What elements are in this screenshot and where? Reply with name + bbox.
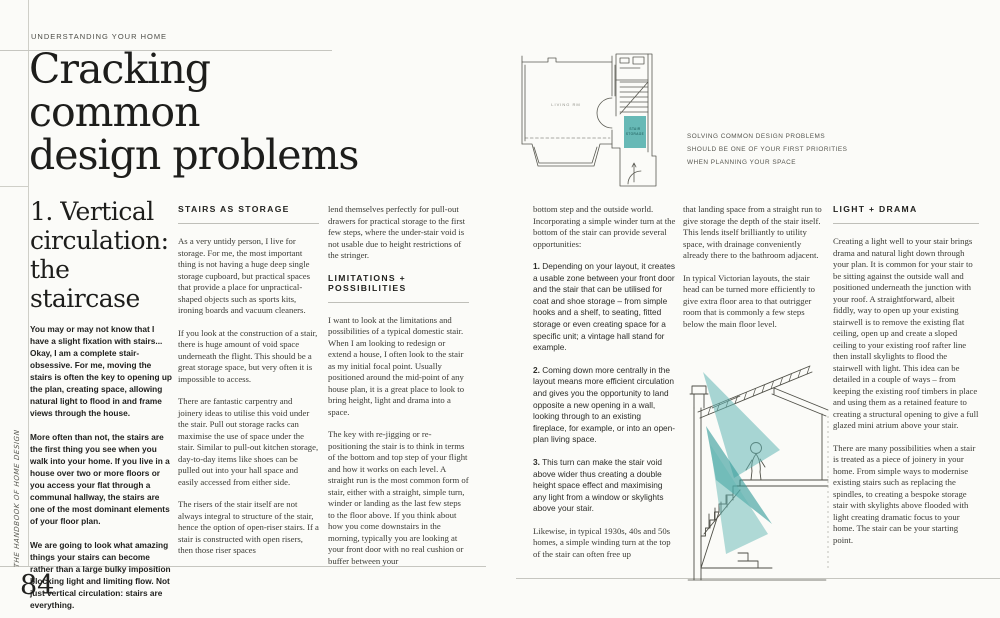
item-text: This turn can make the stair void above wider thus creating a double height space effect and maximising any light from a window or skylights above your stair. [533,456,664,514]
title-line: Cracking [29,45,210,93]
section-sketch-lines [688,366,828,580]
page-number: 84 [20,570,55,601]
plan-caption [687,130,847,169]
subsection-header: STAIRS AS STORAGE [178,204,319,224]
floor-plan-illustration [508,52,686,194]
body-paragraph: The risers of the stair itself are not always integral to structure of the stair, hence the option of open-riser stairs. If a stair is constructed with open risers, then those riser spaces [178,499,319,555]
body-paragraph: lend themselves perfectly for pull-out drawers for practical storage to the first few steps, where the under-stair void is not usable due to height restrictions of the stringer. [328,204,466,260]
page-title [29,45,359,179]
caption-line: SHOULD BE ONE OF YOUR FIRST PRIORITIES [687,146,848,153]
caption-line: WHEN PLANNING YOUR SPACE [687,159,797,166]
section-heading [30,197,173,313]
body-paragraph: The key with re-jigging or re-positioning the stair is to think in terms of the bottom and top step of your flight and how it works on each level. A straight run is the most common form of stair, either with a straight, simple turn, winder or landing as the last few steps to the floor above. If you think about how you come downstairs in the morning, typically you are looking at your front door with no real cushion or buffer between your [328,429,469,566]
numbered-item [533,365,676,446]
body-paragraph: As a very untidy person, I live for storage. For me, the most important thing is not having a huge deep single storage cupboard, but practical spaces that provide a place for unpractical-shaped objects such as sports kits, ironing boards and vacuum cleaners. [178,236,310,315]
stair-section-illustration [676,356,830,592]
title-line: design problems [29,131,359,179]
zone-label: STAIR [629,127,641,131]
body-paragraph: If you look at the construction of a stair, there is huge amount of void space underneath the flight. This should be a great storage space, but very often it is impossible to access. [178,327,318,384]
column-layouts [683,204,824,341]
intro-paragraph: You may or may not know that I have a slight fixation with stairs... Okay, I am a complete stair-obsessive. For me, moving the stairs is often the key to opening up the plan, creating space, allowing natural light to flood in and frame views through the house. [30,324,172,418]
column-storage [178,204,319,568]
body-paragraph: Creating a light well to your stair brings drama and natural light down through your plan. It is common for your stair to be sitting against the outside wall and positioned underneath the junction with your roof. A straightforward, albeit fiddly, way to open up your existing stairwell is to remove the existing flat ceiling, open up and create a sloped ceiling to your existing roof rafter line then install skylights to flood the stairwell with light. This idea can be detailed in a couple of ways – from keeping the existing roof timbers in place and using them as a retained feature to creating a structural opening to give a full glazed mini atrium above your stair. [833,236,979,430]
section-heading-line: 1. Vertical [30,197,154,226]
room-label: LIVING RM [551,102,581,107]
body-paragraph: I want to look at the limitations and possibilities of a typical domestic stair. When I am looking to redesign or extend a house, I often look to the stair as my initial focal point. Usually positioned around the mid-point of any house plan, it is a great place to look to bring height, light and drama into a space. [328,314,465,417]
chapter-eyebrow: UNDERSTANDING YOUR HOME [31,32,168,41]
spine-text: THE HANDBOOK OF HOME DESIGN [13,429,21,568]
body-paragraph: There are many possibilities when a stair is treated as a piece of joinery in your home. From simple ways to modernise existing stairs such as replacing the spindles, to creating a bespoke storage stair with skylights above flooded with light creating dramatic focus to your home. The stair can be your starting point. [833,442,976,545]
numbered-item [533,261,676,354]
column-intro [30,197,173,618]
column-limitations [328,204,469,578]
section-heading-line: the staircase [30,255,140,313]
item-text: Coming down more centrally in the layout means more efficient circulation and gives you the opportunity to land opposite a new opening in a wall, looking through to an existing fireplace, for example, or into an open-plan living space. [533,364,676,445]
body-paragraph: that landing space from a straight run to give storage the depth of the stair itself. This lends itself brilliantly to utility space, with drainage conveniently already there to the bathroom adjacent. [683,204,822,260]
section-heading-line: circulation: [30,226,169,255]
intro-paragraph: We are going to look what amazing things your stairs can become rather than a large bulky imposition blocking light and limiting flow. Not just vertical circulation: stairs are everything. [30,540,171,610]
item-number: 1. [533,261,540,271]
body-paragraph: In typical Victorian layouts, the stair head can be turned more efficiently to give extra floor area to that outrigger room that is commonly a few steps below the main floor level. [683,272,816,329]
item-number: 3. [533,456,540,467]
subsection-header: LIMITATIONS + POSSIBILITIES [328,273,469,303]
item-number: 2. [533,364,540,375]
subsection-header: LIGHT + DRAMA [833,204,979,224]
caption-line: SOLVING COMMON DESIGN PROBLEMS [687,133,826,140]
body-paragraph: There are fantastic carpentry and joinery ideas to utilise this void under the stair. Pull out storage racks can maximise the use of space under the stair. Similar to pull-out kitchen storage, day-to-day items like shoes can be pulled out into your hall space and easily accessed from either side. [178,396,319,487]
body-paragraph: bottom step and the outside world. Incorporating a simple winder turn at the bottom of the stair can provide several opportunities: [533,204,676,249]
column-light-drama [833,204,979,557]
body-paragraph: Likewise, in typical 1930s, 40s and 50s homes, a simple winding turn at the top of the stair can often free up [533,525,671,559]
title-line: common [29,88,200,136]
numbered-item [533,457,676,515]
intro-paragraph: More often than not, the stairs are the first thing you see when you walk into your home. If you live in a house over two or more floors or you access your flat through a communal hallway, the stairs are one of the most dominant elements of your floor plan. [30,432,170,526]
zone-label: STORAGE [625,132,645,136]
margin-tick [0,186,28,187]
column-opportunities [533,204,676,571]
item-text: Depending on your layout, it creates a usable zone between your front door and the stair that can be utilised for coat and shoe storage – from simple hooks and a shelf, to seating, fitted storage or even creating space for a specific unit; a vintage hall stand for example. [533,261,676,353]
